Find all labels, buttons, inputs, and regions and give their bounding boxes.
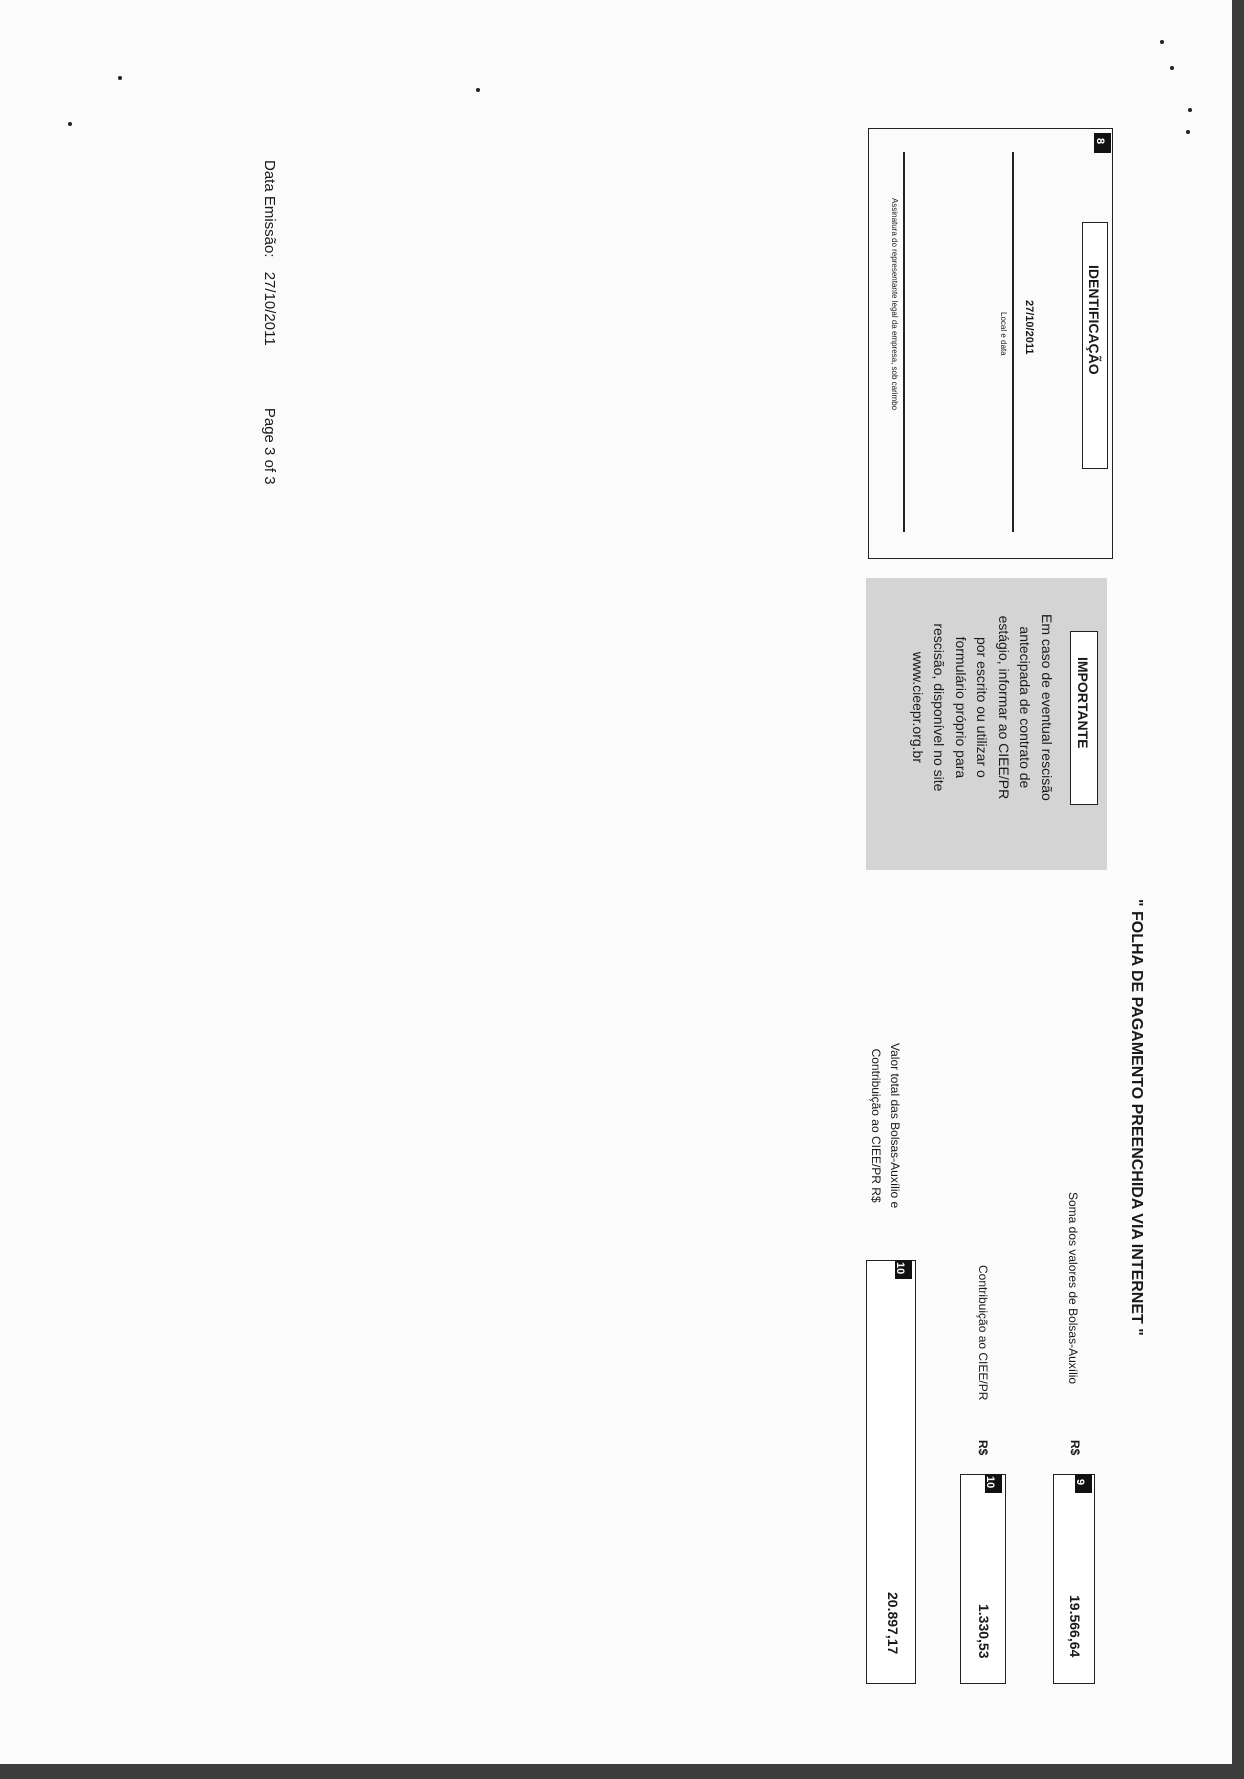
identification-badge: 8 [1094, 133, 1111, 153]
total-label [866, 1043, 904, 1208]
scan-border-bottom [0, 1764, 1244, 1779]
scan-speck [68, 122, 72, 126]
important-text [907, 614, 1058, 801]
important-line: estágio, informar ao CIEE/PR [996, 615, 1012, 800]
sum-label: Soma dos valores de Bolsas-Auxílio [1066, 1192, 1080, 1385]
important-line: Em caso de eventual rescisão [1039, 614, 1055, 801]
scan-speck [1186, 130, 1190, 134]
total-badge: 10 [895, 1260, 912, 1279]
sum-value: 19.566,64 [1067, 1595, 1083, 1658]
scan-border-right [1232, 0, 1244, 1779]
important-line: por escrito ou utilizar o [974, 636, 991, 778]
important-line: www.cieepr.org.br [910, 651, 926, 764]
local-date-label: Local e data [999, 312, 1008, 356]
contribution-label: Contribuição ao CIEE/PR [976, 1265, 990, 1401]
scan-speck [1160, 40, 1164, 44]
signature-label: Assinatura do representante legal da empresa, sob carimbo [890, 198, 899, 411]
scan-speck [118, 76, 122, 80]
scan-speck [476, 88, 480, 92]
total-label-line: Contribuição ao CIEE/PR R$ [869, 1048, 883, 1203]
contribution-currency: R$ [976, 1440, 990, 1456]
identification-title: IDENTIFICAÇÃO [1086, 265, 1102, 375]
identification-date: 27/10/2011 [1023, 300, 1035, 355]
document-title: " FOLHA DE PAGAMENTO PREENCHIDA VIA INTERNET " [1128, 899, 1145, 1336]
sum-currency: R$ [1068, 1440, 1082, 1456]
emission-header [261, 160, 278, 485]
contribution-value: 1.330,53 [976, 1604, 992, 1659]
sum-badge: 9 [1075, 1474, 1092, 1493]
important-line: antecipada de contrato de [1017, 626, 1034, 789]
local-date-line [1012, 152, 1014, 532]
important-line: rescisão, disponível no site [931, 623, 948, 792]
scan-speck [1188, 108, 1192, 112]
scan-speck [1170, 66, 1174, 70]
identification-box [868, 128, 1113, 559]
page-number: Page 3 of 3 [261, 407, 278, 485]
emission-label: Data Emissão: [261, 160, 278, 258]
total-value: 20.897,17 [885, 1592, 901, 1655]
total-label-line: Valor total das Bolsas-Auxílio e [888, 1043, 902, 1209]
emission-date: 27/10/2011 [261, 271, 278, 346]
contribution-badge: 10 [985, 1474, 1002, 1493]
signature-line [903, 152, 905, 532]
important-line: formulário próprio para [953, 636, 969, 779]
important-title: IMPORTANTE [1075, 657, 1091, 749]
